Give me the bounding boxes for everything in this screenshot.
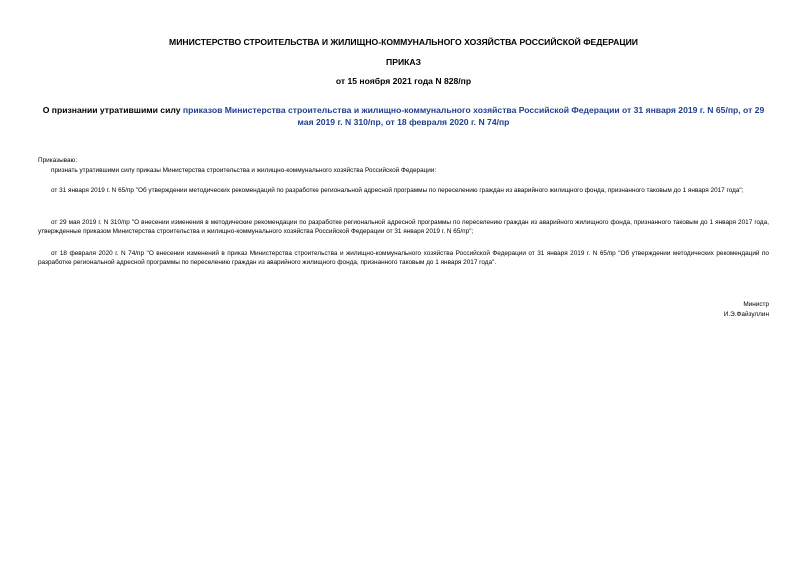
revoked-item-3: от 18 февраля 2020 г. N 74/пр "О внесении изменений в приказ Министерства строительства и жилищно-коммунального хозяйства Российской Федерации от 31 января 2019 г. N 65/пр "Об утверждении методических рекомендаций по разработке региональной адресной программы по переселению граждан из аварийного жилищного фонда, признанного таковым до 1 января 2017 года".: [38, 250, 769, 266]
order-date: от 15 ноября 2021 года N 828/пр: [335, 76, 472, 86]
signatory-position: Министр: [743, 301, 769, 308]
title-link[interactable]: приказов Министерства строительства и жилищно-коммунального хозяйства Российской Федерации от 31 января 2019 г. N 65/пр, от 29 мая 2019 г. N 310/пр, от 18 февраля 2020 г. N 74/пр: [182, 105, 765, 127]
decree-paragraph: признать утратившими силу приказы Министерства строительства и жилищно-коммунального хозяйства Российской Федерации:: [51, 167, 437, 174]
revoked-item-2: от 29 мая 2019 г. N 310/пр "О внесении изменения в методические рекомендации по разработке региональной адресной программы по переселению граждан из аварийного жилищного фонда, признанного таковым до 1 января 2017 года, утвержденные приказом Министерства строительства и жилищно-коммунального хозяйства Российской Федерации от 31 января 2019 г. N 65/пр";: [38, 219, 769, 235]
intro-paragraph: Приказываю:: [38, 157, 78, 164]
document-title: [36, 104, 771, 128]
revoked-item-1: от 31 января 2019 г. N 65/пр "Об утверждении методических рекомендаций по разработке региональной адресной программы по переселению граждан из аварийного жилищного фонда, признанного таковым до 1 января 2017 года";: [51, 187, 744, 194]
signatory-name: И.Э.Файзуллин: [723, 311, 769, 318]
ministry-heading: МИНИСТЕРСТВО СТРОИТЕЛЬСТВА И ЖИЛИЩНО-КОММУНАЛЬНОГО ХОЗЯЙСТВА РОССИЙСКОЙ ФЕДЕРАЦИИ: [169, 37, 638, 47]
title-prefix: О признании утратившими силу: [42, 105, 183, 115]
order-heading: ПРИКАЗ: [386, 57, 421, 67]
